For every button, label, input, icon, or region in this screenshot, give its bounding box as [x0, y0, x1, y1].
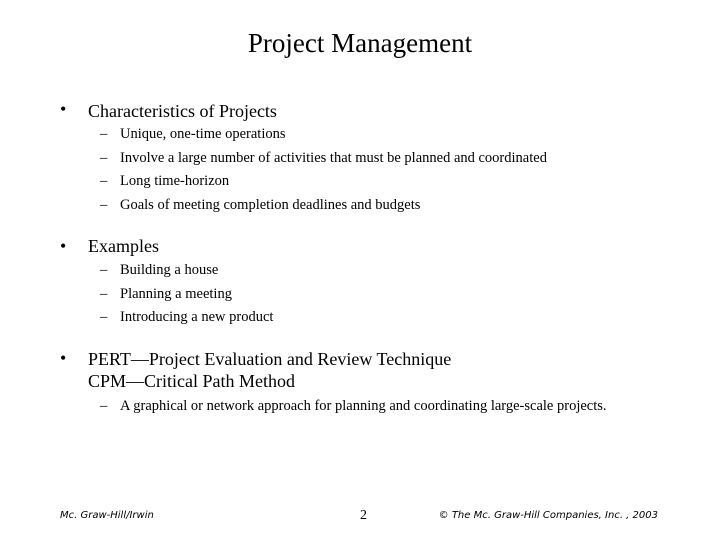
bullet-icon: • — [60, 348, 67, 368]
section-heading-characteristics: Characteristics of Projects — [88, 101, 277, 121]
list-item: Introducing a new product — [120, 309, 274, 325]
footer-publisher: Mc. Graw-Hill/Irwin — [60, 510, 154, 521]
dash-icon: – — [100, 197, 108, 213]
list-item: Involve a large number of activities that must be planned and coordinated — [120, 150, 547, 166]
dash-icon: – — [100, 309, 108, 325]
footer-copyright: © The Mc. Graw-Hill Companies, Inc. , 2003 — [438, 510, 658, 521]
dash-icon: – — [100, 126, 108, 142]
bullet-icon: • — [60, 236, 67, 256]
dash-icon: – — [100, 286, 108, 302]
section-heading-examples: Examples — [88, 236, 159, 256]
list-item: Goals of meeting completion deadlines and budgets — [120, 197, 421, 213]
list-item: Long time-horizon — [120, 173, 230, 189]
section-heading-pert: PERT—Project Evaluation and Review Technique — [88, 349, 452, 369]
page-number: 2 — [360, 508, 367, 523]
dash-icon: – — [100, 398, 108, 414]
dash-icon: – — [100, 262, 108, 278]
dash-icon: – — [100, 150, 108, 166]
list-item: Planning a meeting — [120, 286, 232, 302]
list-item: A graphical or network approach for planning and coordinating large-scale projects. — [120, 398, 607, 414]
bullet-icon: • — [60, 99, 67, 119]
section-heading-cpm: CPM—Critical Path Method — [88, 371, 295, 391]
list-item: Unique, one-time operations — [120, 126, 286, 142]
slide-title: Project Management — [247, 28, 473, 58]
dash-icon: – — [100, 173, 108, 189]
list-item: Building a house — [120, 262, 219, 278]
